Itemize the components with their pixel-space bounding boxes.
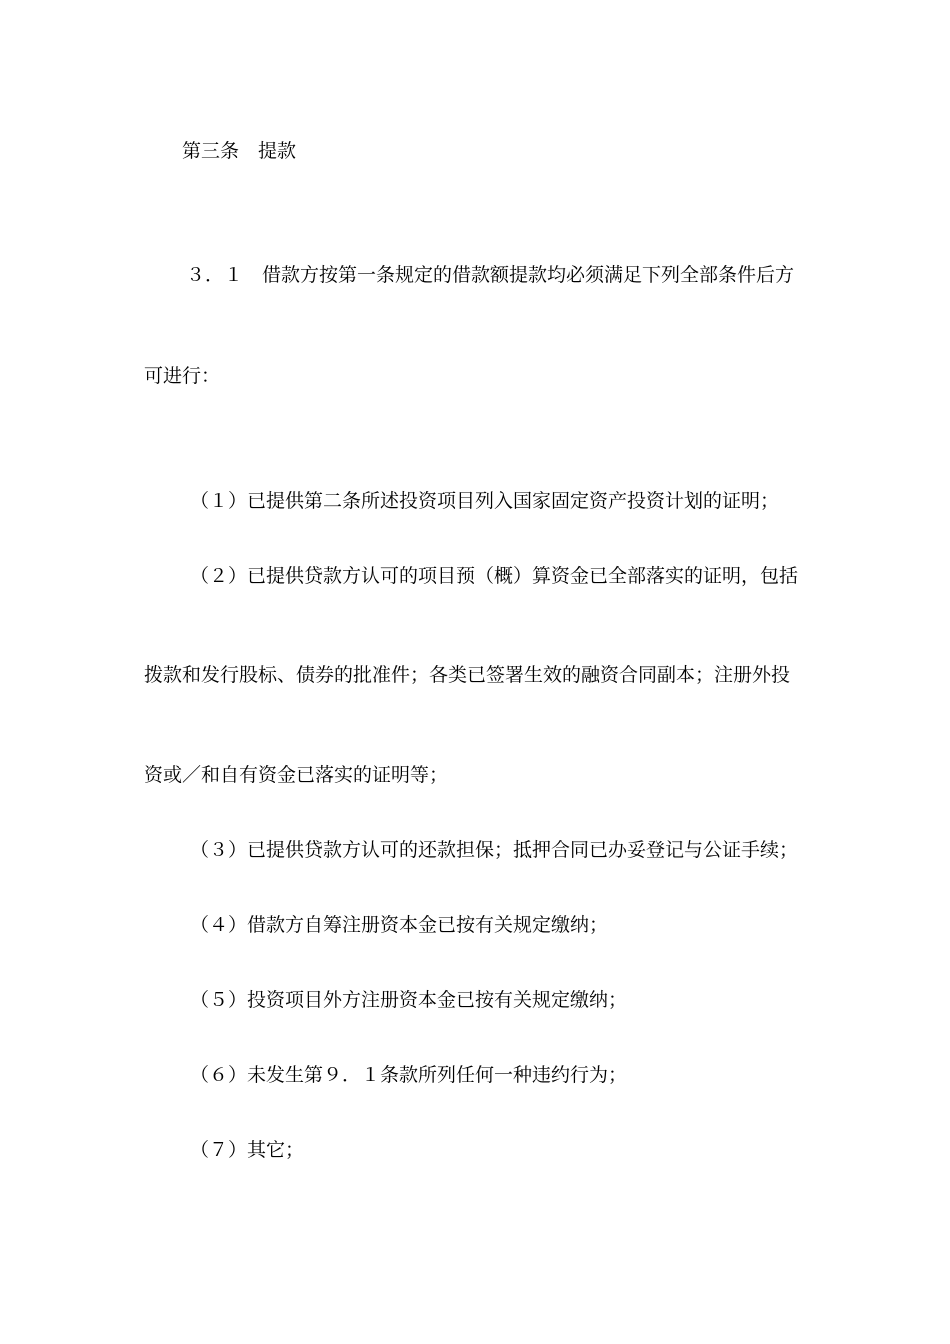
condition-item-7: （７）其它； (190, 1139, 305, 1161)
condition-item-5: （５）投资项目外方注册资本金已按有关规定缴纳； (190, 989, 628, 1011)
condition-item-6: （６）未发生第９．１条款所列任何一种违约行为； (190, 1064, 628, 1086)
condition-item-2-line-2: 拨款和发行股标、债券的批准件；各类已签署生效的融资合同副本；注册外投 (144, 664, 791, 686)
condition-item-2-line-3: 资或／和自有资金已落实的证明等； (144, 764, 449, 786)
condition-item-3: （３）已提供贷款方认可的还款担保；抵押合同已办妥登记与公证手续； (190, 839, 799, 861)
clause-3-1-line-1: ３．１ 借款方按第一条规定的借款额提款均必须满足下列全部条件后方 (186, 264, 795, 286)
condition-item-4: （４）借款方自筹注册资本金已按有关规定缴纳； (190, 914, 609, 936)
condition-item-2-line-1: （２）已提供贷款方认可的项目预（概）算资金已全部落实的证明，包括 (190, 565, 799, 587)
article-heading: 第三条 提款 (182, 140, 297, 162)
condition-item-1: （１）已提供第二条所述投资项目列入国家固定资产投资计划的证明； (190, 490, 780, 512)
clause-3-1-line-2: 可进行： (144, 365, 221, 387)
